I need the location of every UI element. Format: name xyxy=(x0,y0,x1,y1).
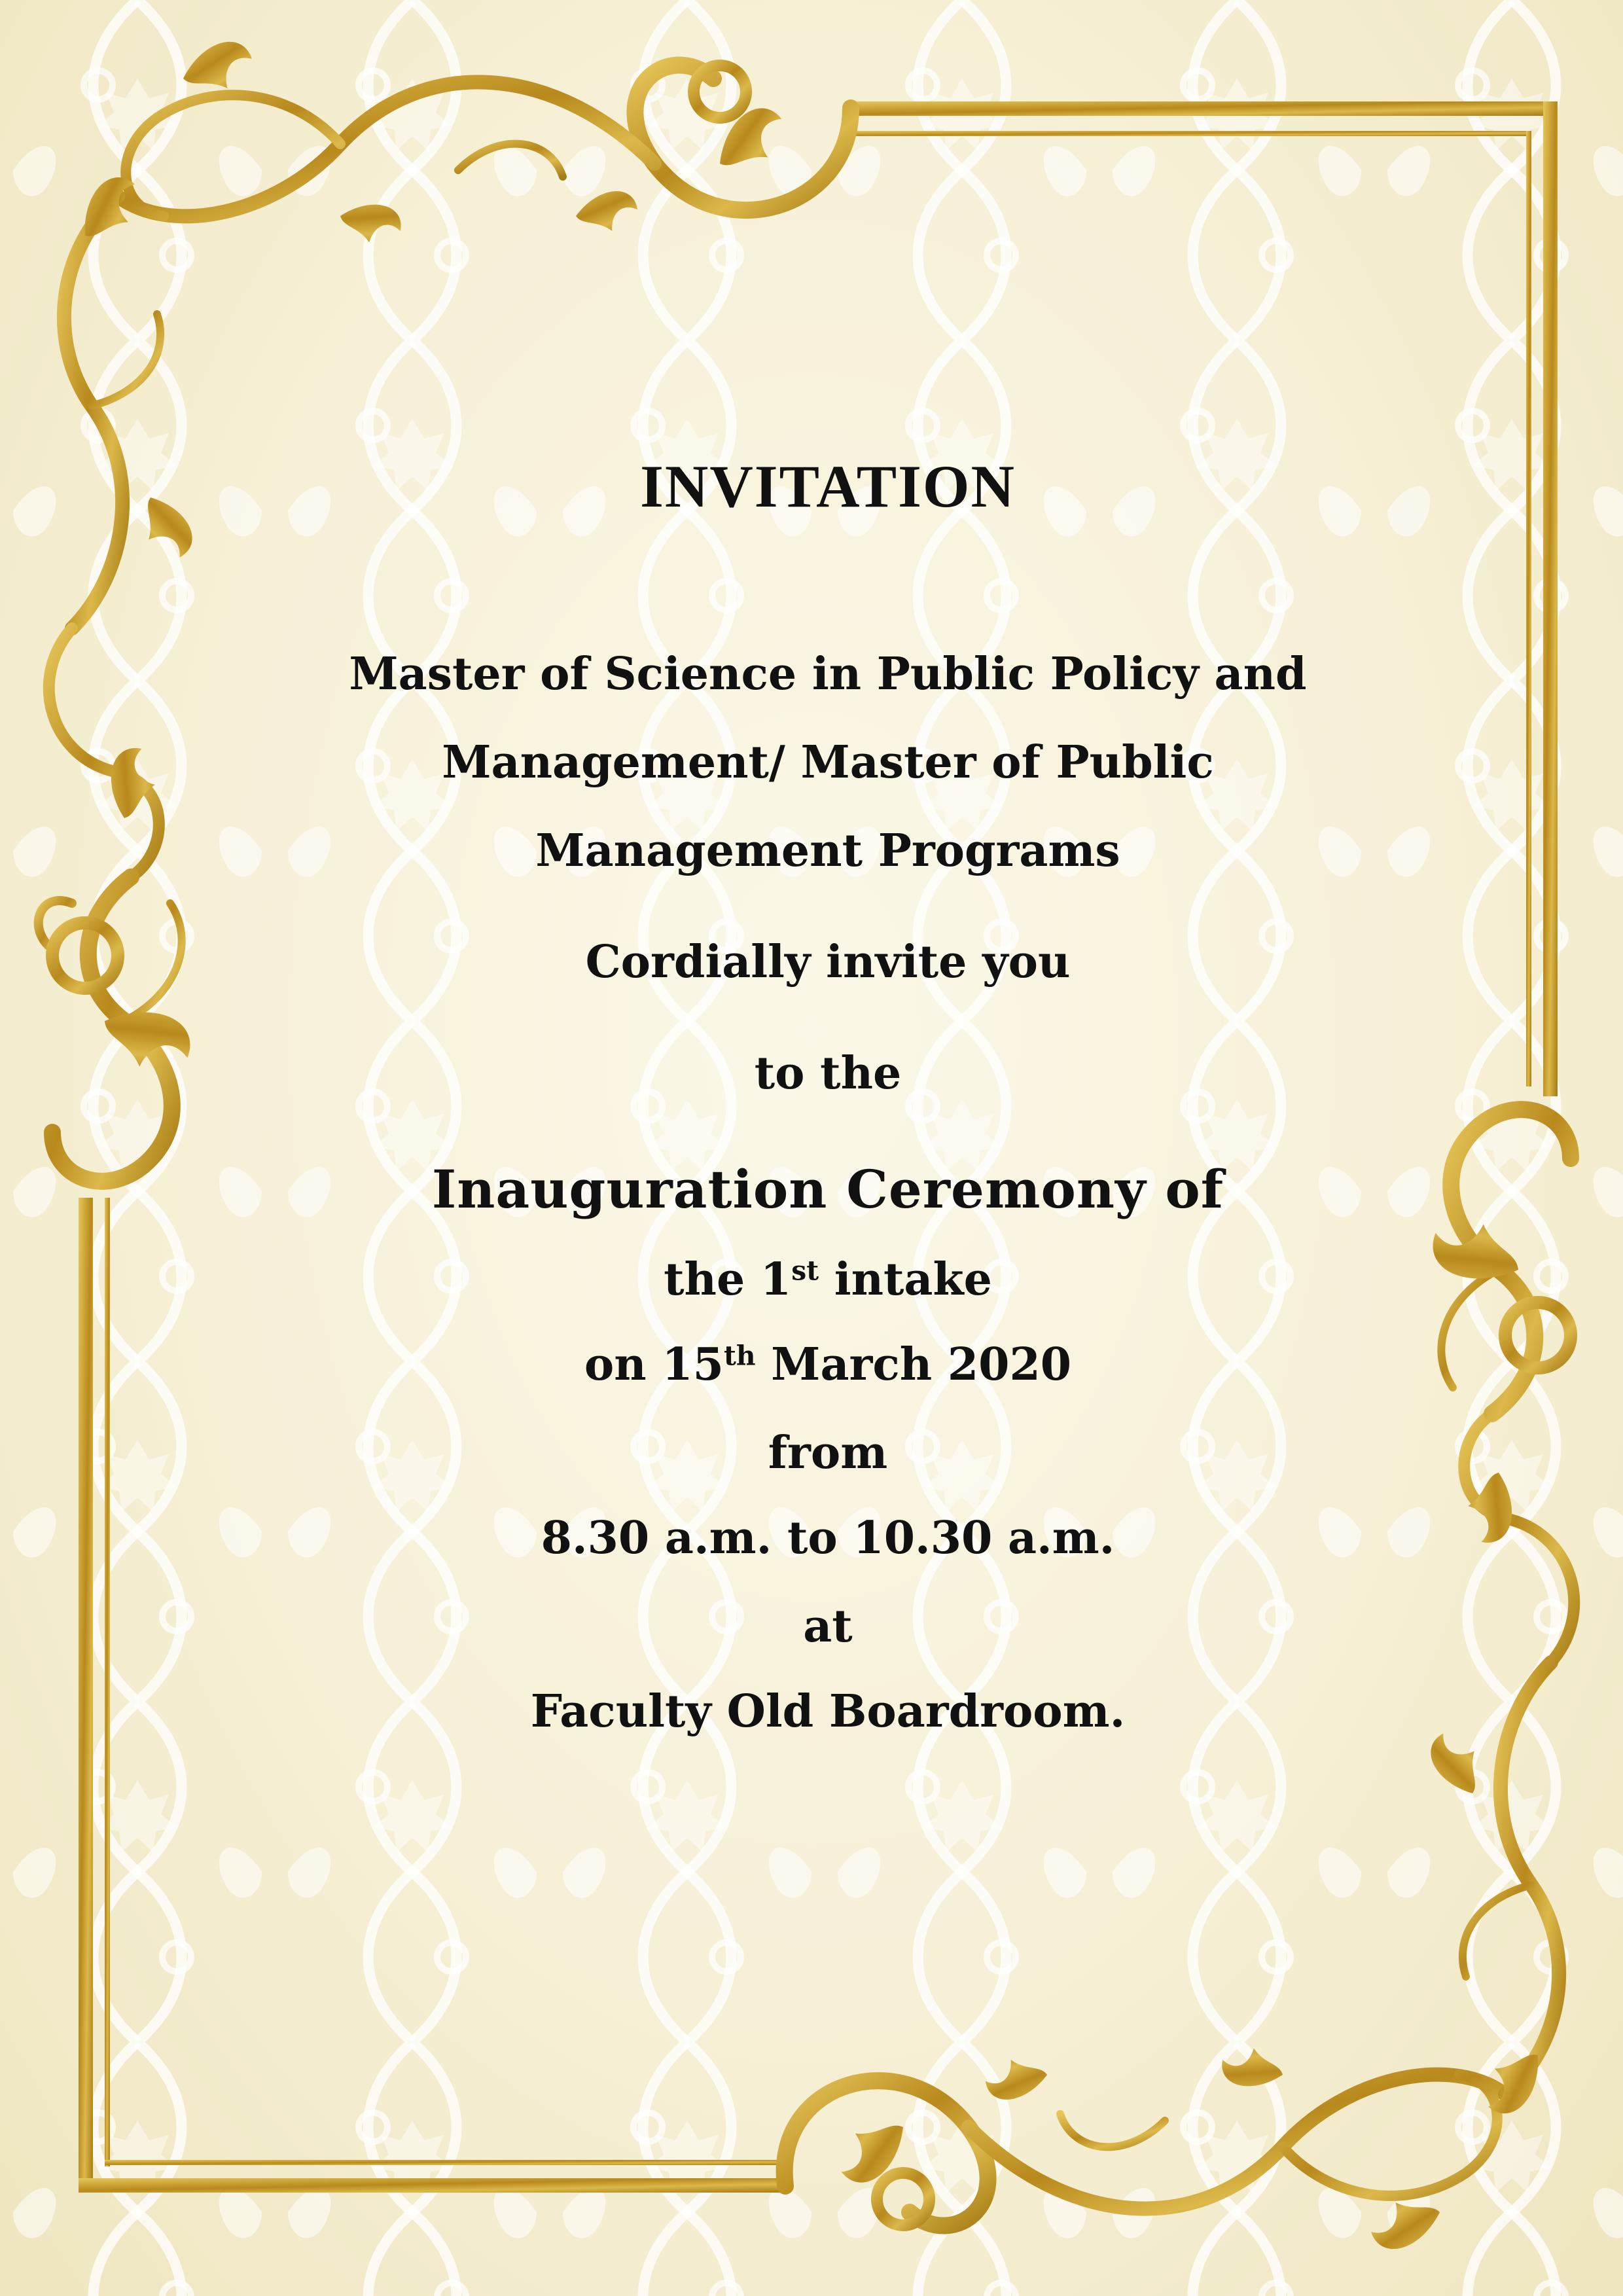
frame-left-line xyxy=(79,1198,93,2193)
frame-top-line xyxy=(851,101,1558,116)
frame-right-line xyxy=(1543,101,1558,1096)
to-the-line: to the xyxy=(754,1047,902,1100)
from-line: from xyxy=(768,1427,888,1479)
date-prefix: on 15 xyxy=(584,1338,724,1391)
date-line xyxy=(196,1338,1459,1391)
at-line: at xyxy=(803,1600,853,1653)
date-suffix: March 2020 xyxy=(755,1338,1072,1391)
program-line-3: Management Programs xyxy=(535,825,1120,877)
event-name: Inauguration Ceremony of xyxy=(431,1158,1224,1220)
intake-line xyxy=(196,1253,1459,1306)
intake-suffix: intake xyxy=(819,1253,992,1306)
time-line: 8.30 a.m. to 10.30 a.m. xyxy=(541,1512,1115,1564)
invite-line: Cordially invite you xyxy=(585,936,1071,988)
venue-line: Faculty Old Boardroom. xyxy=(530,1685,1126,1738)
invitation-title: INVITATION xyxy=(640,453,1016,520)
program-line-1: Master of Science in Public Policy and xyxy=(349,648,1307,700)
frame-bottom-line xyxy=(79,2178,785,2193)
date-ordinal: th xyxy=(723,1340,756,1372)
program-line-2: Management/ Master of Public xyxy=(442,736,1214,789)
intake-prefix: the 1 xyxy=(664,1253,792,1306)
top-left-flourish xyxy=(39,65,851,1181)
intake-ordinal: st xyxy=(791,1255,819,1287)
